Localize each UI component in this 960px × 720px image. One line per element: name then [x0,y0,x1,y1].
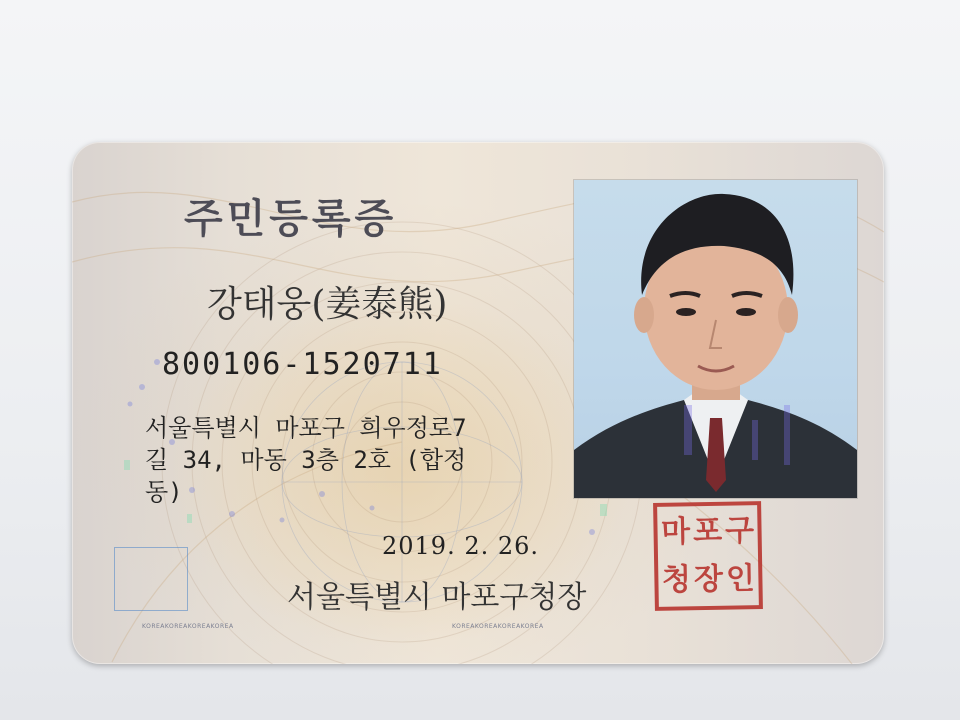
seal-char: 청 [661,562,692,598]
id-card [72,142,884,664]
holder-photo [574,180,857,498]
seal-char: 포 [692,513,723,550]
card-title: 주민등록증 [184,196,398,242]
address [145,412,545,508]
address-line-2: 길 34, 마동 3층 2호 (합정 [145,446,467,474]
seal-char: 마 [660,514,691,550]
resident-registration-number: 800106-1520711 [162,347,443,382]
microtext-left: KOREAKOREAKOREAKOREA [142,623,234,630]
microtext-right: KOREAKOREAKOREAKOREA [452,623,544,630]
holder-name: 강태웅(姜泰熊) [207,284,448,325]
address-line-1: 서울특별시 마포구 희우정로7 [145,414,467,442]
seal-char: 구 [724,513,755,549]
issuer: 서울특별시 마포구청장 [287,580,587,615]
issue-date: 2019. 2. 26. [382,532,540,560]
portrait-illustration [574,180,857,498]
seal-char: 인 [725,561,756,597]
seal-char: 장 [693,561,724,598]
official-seal [653,501,763,611]
hologram-square [114,547,188,611]
address-line-3: 동) [145,478,183,506]
